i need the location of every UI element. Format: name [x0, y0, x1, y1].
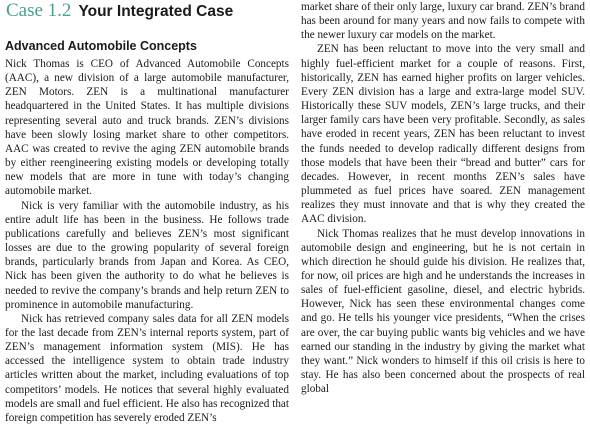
- paragraph: market share of their only large, luxury car brand. ZEN’s brand has been around for many years and now fails to compete with the newer luxury car models on the market.: [301, 1, 585, 42]
- case-header: [6, 0, 233, 26]
- section-heading: Advanced Automobile Concepts: [5, 39, 197, 53]
- paragraph: ZEN has been reluctant to move into the very small and highly fuel-efficient market for a couple of reasons. First, historically, ZEN has earned higher profits on larger vehicles. Every ZEN division has a large and extra-large model SUV. Historically these SUV models, ZEN’s large trucks, and their larger family cars have been very profitable. Secondly, as sales have eroded in recent years, ZEN has been reluctant to invest the funds needed to develop radically different designs from those models that have been their “bread and butter” cars for decades. However, in recent months ZEN’s sales have plummeted as fuel prices have soared. ZEN management realizes they must innovate and that is why they created the AAC division.: [301, 43, 585, 226]
- left-column: [5, 39, 289, 425]
- case-title: Your Integrated Case: [78, 3, 234, 20]
- paragraph: Nick has retrieved company sales data for all ZEN models for the last decade from ZEN’s internal reports system, part of ZEN’s management information system (MIS). He has accessed the intelligence system to obtain trade industry articles written about the market, including evaluations of top competitors’ models. He notices that several highly evaluated models are small and fuel efficient. He also has recognized that foreign competition has severely eroded ZEN’s: [5, 312, 289, 424]
- paragraph: Nick Thomas realizes that he must develop innovations in automobile design and engineering, but he is not certain in which direction he should guide his division. He realizes that, for now, oil prices are high and he understands the increases in sales of fuel-efficient gasoline, diesel, and electric hybrids. However, Nick has seen these environmental changes come and go. He tells his younger vice presidents, “When the crises are over, the car buying public wants big vehicles and we have earned our standing in the industry by giving the market what they want.” Nick wonders to himself if this oil crisis is here to stay. He has also been concerned about the prospects of real global: [301, 227, 585, 396]
- case-label: Case 1.2: [6, 0, 72, 21]
- paragraph: Nick is very familiar with the automobile industry, as his entire adult life has been in the business. He follows trade publications carefully and believes ZEN’s most significant losses are due to the growing popularity of several foreign brands, particularly brands from Japan and Korea. As CEO, Nick has been given the authority to do what he believes is needed to revive the company’s brands and help return ZEN to prominence in automobile manufacturing.: [5, 199, 289, 311]
- right-column: [301, 0, 585, 396]
- paragraph: Nick Thomas is CEO of Advanced Automobile Concepts (AAC), a new division of a large automobile manufacturer, ZEN Motors. ZEN is a multinational manufacturer headquartered in the United States. It has multiple divisions representing several auto and truck brands. ZEN’s divisions have been slowly losing market share to other competitors. AAC was created to revive the aging ZEN automobile brands by either reengineering existing models or developing totally new models that are more in tune with today’s changing automobile market.: [5, 58, 289, 198]
